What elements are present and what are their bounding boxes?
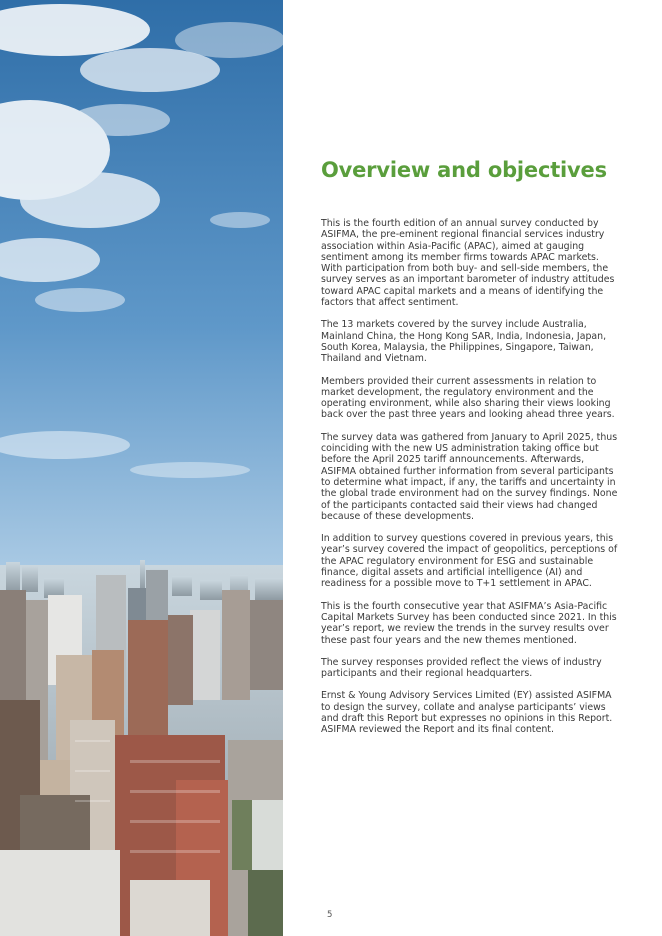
paragraph: In addition to survey questions covered in previous years, this year’s survey covered the impact of geopolitics, perceptions of the APAC regulatory environment for ESG and sustainable finance, digital assets and artificial intelligence (AI) and readiness for a possible move to T+1 settlement in APAC. — [321, 533, 618, 590]
paragraph: Members provided their current assessments in relation to market development, the regulatory environment and the operating environment, while also sharing their views looking back over the past three years and looking ahead three years. — [321, 375, 615, 421]
paragraph: This is the fourth consecutive year that ASIFMA’s Asia-Pacific Capital Markets Survey has been conducted since 2021. In this year’s report, we review the trends in the survey results over these past four years and the new themes mentioned. — [321, 600, 617, 646]
article-body — [321, 158, 621, 747]
paragraph: The survey data was gathered from January to April 2025, thus coinciding with the new US administration taking office but before the April 2025 tariff announcements. Afterwards, ASIFMA obtained further information from several participants to determine what impact, if any, the tariffs and uncertainty in the global trade environment had on the survey findings. None of the participants contacted said their views had changed because of these developments. — [321, 431, 618, 522]
paragraph: The 13 markets covered by the survey include Australia, Mainland China, the Hong Kong SAR, India, Indonesia, Japan, South Korea, Malaysia, the Philippines, Singapore, Taiwan, Thailand and Vietnam. — [321, 319, 607, 365]
paragraph: The survey responses provided reflect the views of industry participants and their regional headquarters. — [321, 656, 602, 680]
page-number: 5 — [327, 910, 333, 920]
paragraph: This is the fourth edition of an annual survey conducted by ASIFMA, the pre-eminent regional financial services industry association within Asia-Pacific (APAC), aimed at gauging sentiment among its member firms towards APAC markets. With participation from both buy- and sell-side members, the survey serves as an important barometer of industry attitudes toward APAC capital markets and a means of identifying the factors that affect sentiment. — [321, 218, 615, 309]
cityscape-photo — [0, 0, 283, 936]
page-title: Overview and objectives — [321, 158, 607, 182]
paragraph: Ernst & Young Advisory Services Limited (EY) assisted ASIFMA to design the survey, collate and analyse participants’ views and draft this Report but expresses no opinions in this Report. ASIFMA reviewed the Report and its final content. — [321, 690, 613, 736]
cityscape-illustration — [0, 0, 283, 936]
